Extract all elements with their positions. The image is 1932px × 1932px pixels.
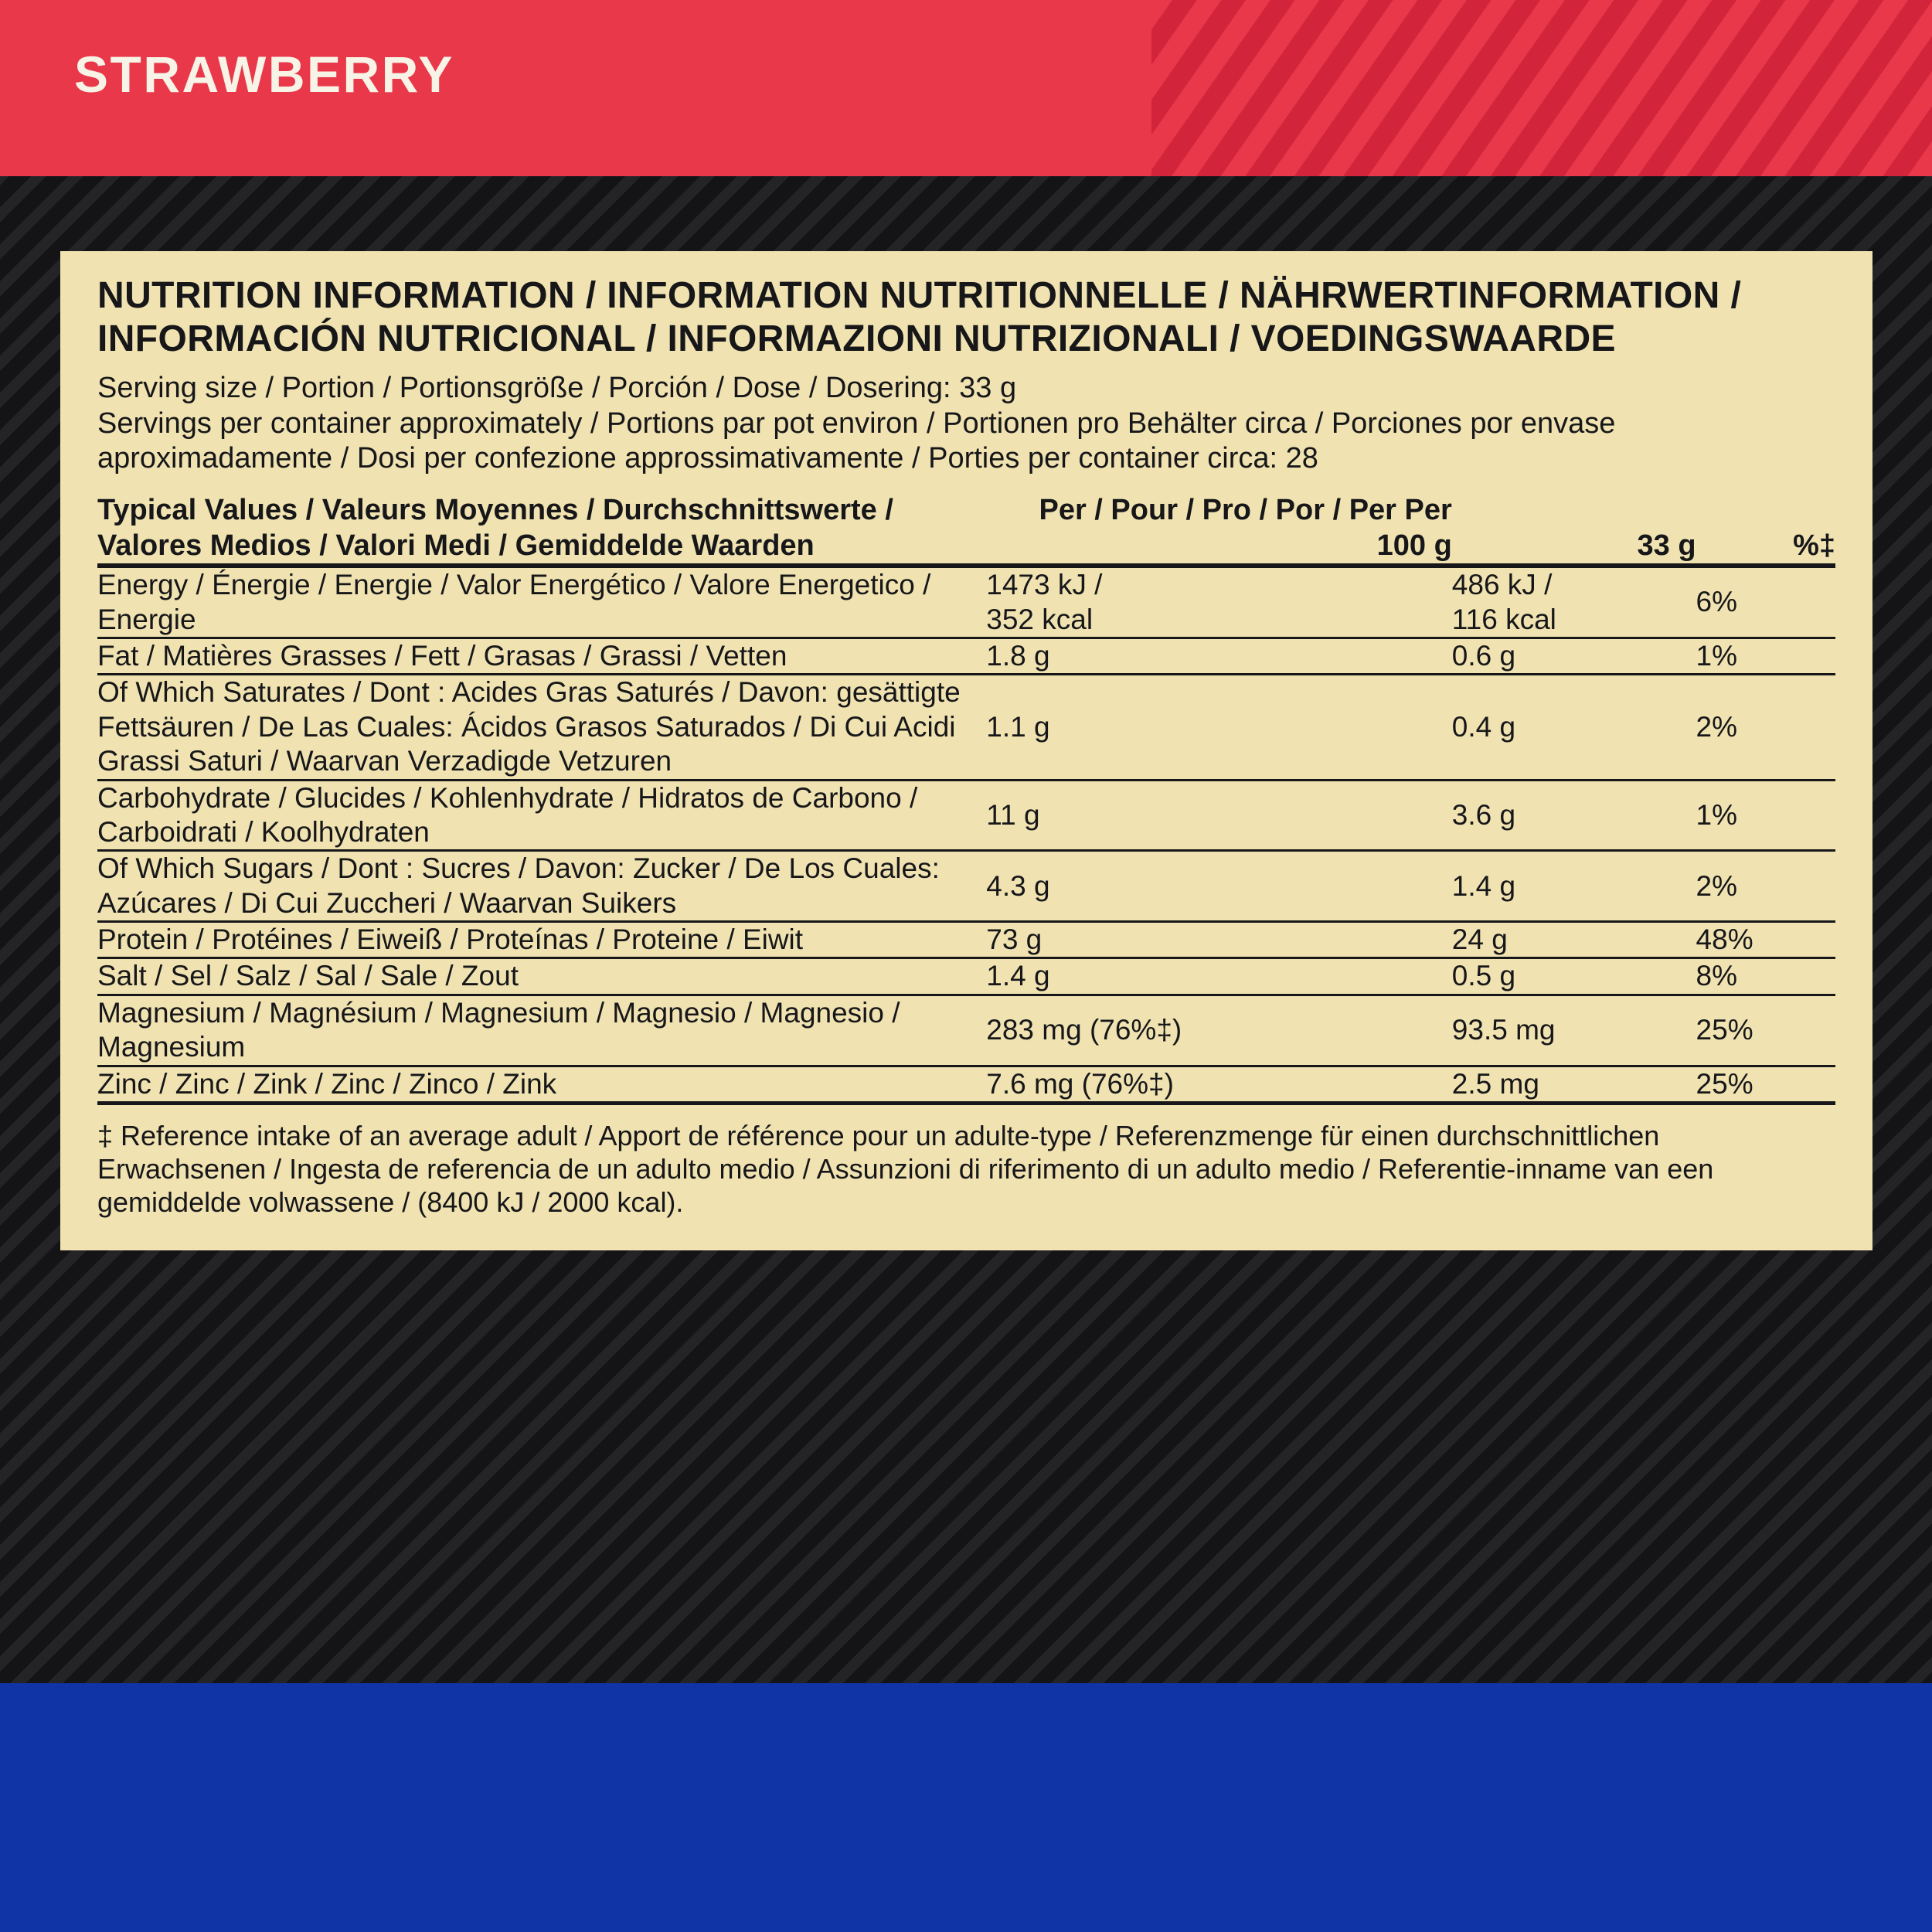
nutrient-label: Protein / Protéines / Eiweiß / Proteínas / Proteine / Eiwit — [97, 922, 986, 958]
value-per-33g: 0.6 g — [1452, 638, 1696, 674]
nutrient-label: Zinc / Zinc / Zink / Zinc / Zinco / Zink — [97, 1066, 986, 1103]
table-row — [97, 566, 1835, 638]
table-row — [97, 851, 1835, 922]
value-per-100g: 4.3 g — [986, 851, 1452, 922]
col-header-per-100g: Per / Pour / Pro / Por / Per Per 100 g — [986, 493, 1452, 566]
bottom-band — [0, 1683, 1932, 1932]
col-header-per-33g: 33 g — [1452, 493, 1696, 566]
value-per-33g: 1.4 g — [1452, 851, 1696, 922]
nutrient-label: Salt / Sel / Salz / Sal / Sale / Zout — [97, 958, 986, 995]
reference-intake-footnote: ‡ Reference intake of an average adult / Apport de référence pour un adulte-type / Referenzmenge für einen durchschnittlichen Erwachsenen / Ingesta de referencia de un adulto medio / Assunzioni di riferimento di un adulto medio / Referentie-inname van een gemiddelde volwassene / (8400 kJ / 2000 kcal). — [97, 1120, 1714, 1219]
table-row — [97, 675, 1835, 780]
nutrient-label: Energy / Énergie / Energie / Valor Energético / Valore Energetico / Energie — [97, 566, 986, 638]
flavour-band — [0, 0, 1932, 176]
value-per-100g: 1.8 g — [986, 638, 1452, 674]
value-percent: 8% — [1696, 958, 1835, 995]
table-row — [97, 958, 1835, 995]
table-row — [97, 638, 1835, 674]
value-per-100g: 1473 kJ / 352 kcal — [986, 566, 1452, 638]
table-row — [97, 995, 1835, 1066]
table-row — [97, 780, 1835, 851]
nutrient-label: Magnesium / Magnésium / Magnesium / Magnesio / Magnesio / Magnesium — [97, 995, 986, 1066]
col-header-typical-values: Typical Values / Valeurs Moyennes / Durchschnittswerte / Valores Medios / Valori Medi / Gemiddelde Waarden — [97, 493, 986, 566]
value-percent: 1% — [1696, 638, 1835, 674]
nutrition-panel — [60, 251, 1872, 1250]
value-per-33g: 93.5 mg — [1452, 995, 1696, 1066]
col-header-per-pct: %‡ — [1696, 493, 1835, 566]
table-row — [97, 922, 1835, 958]
value-percent: 48% — [1696, 922, 1835, 958]
value-per-100g: 1.4 g — [986, 958, 1452, 995]
panel-title: NUTRITION INFORMATION / INFORMATION NUTRITIONNELLE / NÄHRWERTINFORMATION / INFORMACIÓN NUTRICIONAL / INFORMAZIONI NUTRIZIONALI / VOEDINGSWAARDE — [97, 275, 1742, 359]
value-per-33g: 3.6 g — [1452, 780, 1696, 851]
value-per-33g: 24 g — [1452, 922, 1696, 958]
nutrient-label: Fat / Matières Grasses / Fett / Grasas / Grassi / Vetten — [97, 638, 986, 674]
value-per-33g: 486 kJ / 116 kcal — [1452, 566, 1696, 638]
value-percent: 2% — [1696, 851, 1835, 922]
value-per-100g: 73 g — [986, 922, 1452, 958]
nutrient-label: Carbohydrate / Glucides / Kohlenhydrate / Hidratos de Carbono / Carboidrati / Koolhydraten — [97, 780, 986, 851]
flavour-name: STRAWBERRY — [74, 46, 454, 103]
value-per-100g: 7.6 mg (76%‡) — [986, 1066, 1452, 1103]
value-per-33g: 2.5 mg — [1452, 1066, 1696, 1103]
value-per-100g: 11 g — [986, 780, 1452, 851]
servings-per-container: Servings per container approximately / Portions par pot environ / Portionen pro Behälter circa / Porciones por envase aproximadamente / Dosi per confezione approssimativamente / Porties per container circa: 28 — [97, 406, 1616, 474]
nutrient-label: Of Which Sugars / Dont : Sucres / Davon: Zucker / De Los Cuales: Azúcares / Di Cui Zuccheri / Waarvan Suikers — [97, 851, 986, 922]
nutrient-label: Of Which Saturates / Dont : Acides Gras Saturés / Davon: gesättigte Fettsäuren / De Las Cuales: Ácidos Grasos Saturados / Di Cui Acidi Grassi Saturi / Waarvan Verzadigde Vetzuren — [97, 675, 986, 780]
serving-info — [97, 371, 1835, 476]
value-per-100g: 283 mg (76%‡) — [986, 995, 1452, 1066]
value-percent: 25% — [1696, 995, 1835, 1066]
value-percent: 2% — [1696, 675, 1835, 780]
serving-size: Serving size / Portion / Portionsgröße / Porción / Dose / Dosering: 33 g — [97, 372, 1017, 405]
value-percent: 6% — [1696, 566, 1835, 638]
nutrition-table — [97, 493, 1835, 1105]
table-row — [97, 1066, 1835, 1103]
value-per-33g: 0.5 g — [1452, 958, 1696, 995]
nutrition-table-head — [97, 493, 1835, 566]
value-per-33g: 0.4 g — [1452, 675, 1696, 780]
flavour-band-stripes — [1151, 0, 1932, 176]
value-percent: 1% — [1696, 780, 1835, 851]
value-per-100g: 1.1 g — [986, 675, 1452, 780]
value-percent: 25% — [1696, 1066, 1835, 1103]
nutrition-table-body — [97, 566, 1835, 1103]
